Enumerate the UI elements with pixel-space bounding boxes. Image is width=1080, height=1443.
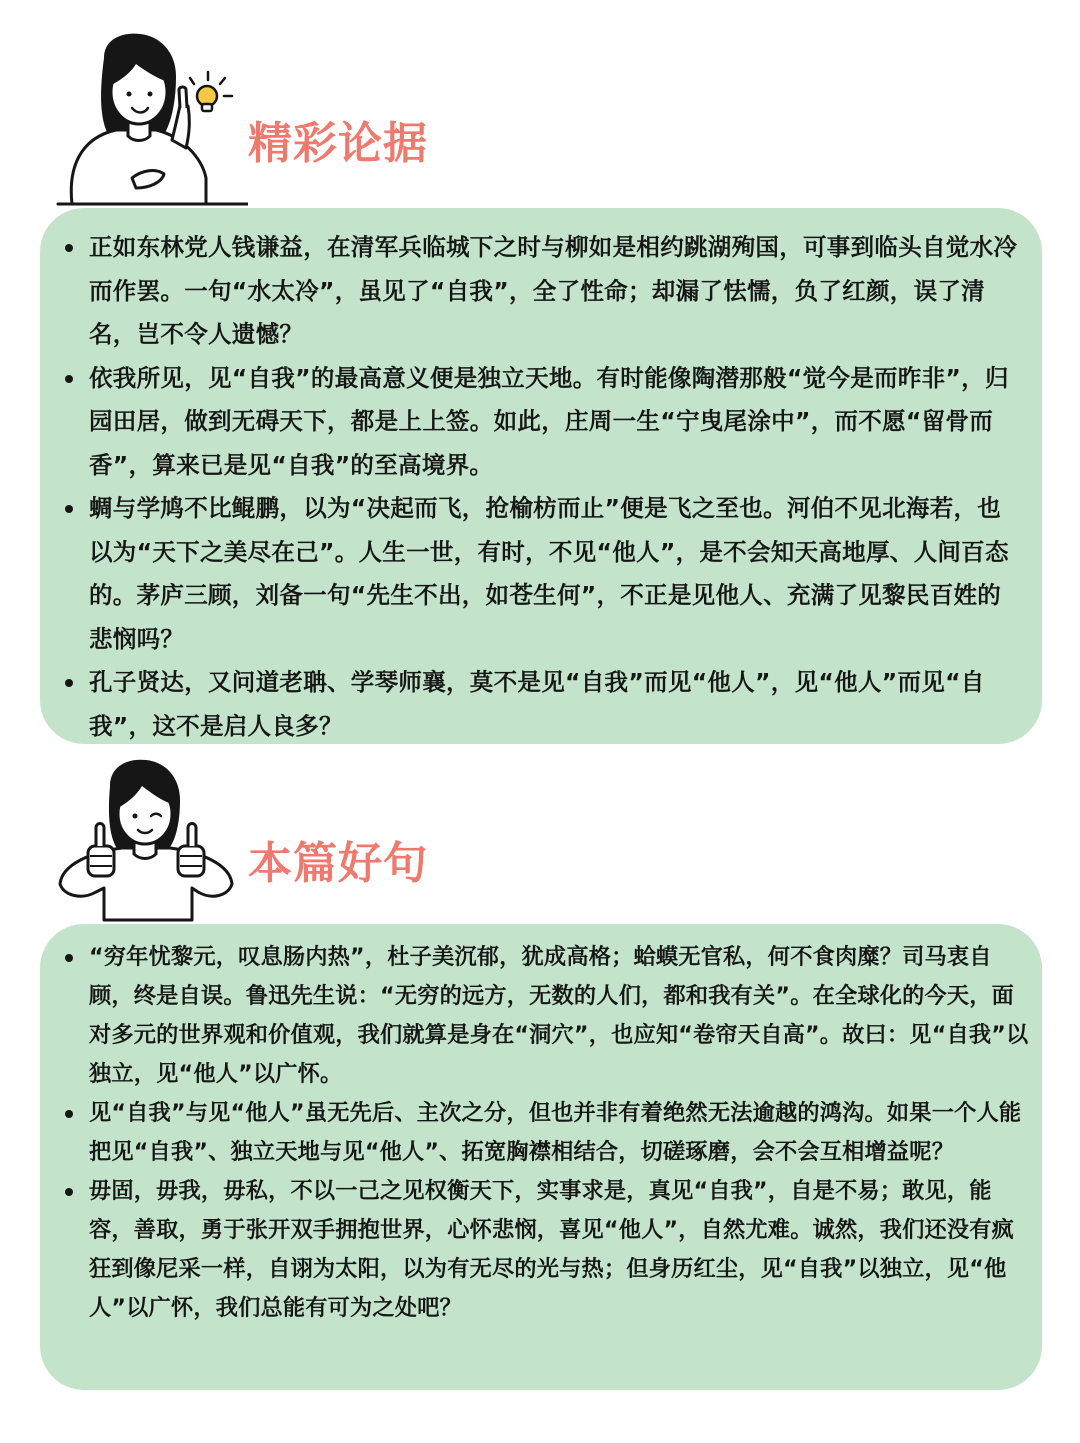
arguments-list xyxy=(40,226,1022,748)
girl-pointing-with-lightbulb-icon xyxy=(52,28,248,208)
list-item: 依我所见，见“自我”的最高意义便是独立天地。有时能像陶潜那般“觉今是而昨非”，归园田居，做到无碍天下，都是上上签。如此，庄周一生“宁曳尾涂中”，而不愿“留骨而香”，算来已是见“自我”的至高境界。 xyxy=(40,357,1022,488)
section-heading-arguments: 精彩论据 xyxy=(248,118,428,169)
good-sentences-card xyxy=(40,924,1042,1390)
section-heading-good-sentences: 本篇好句 xyxy=(248,838,428,889)
list-item: 毋固，毋我，毋私，不以一己之见权衡天下，实事求是，真见“自我”，自是不易；敢见，能容，善取，勇于张开双手拥抱世界，心怀悲悯，喜见“他人”，自然尤难。诚然，我们还没有疯狂到像尼采一样，自诩为太阳，以为有无尽的光与热；但身历红尘，见“自我”以独立，见“他人”以广怀，我们总能有可为之处吧？ xyxy=(40,1172,1034,1328)
list-item: 孔子贤达，又问道老聃、学琴师襄，莫不是见“自我”而见“他人”，见“他人”而见“自我”，这不是启人良多？ xyxy=(40,661,1022,748)
list-item: 正如东林党人钱谦益，在清军兵临城下之时与柳如是相约跳湖殉国，可事到临头自觉水冷而作罢。一句“水太冷”，虽见了“自我”，全了性命；却漏了怯懦，负了红颜，误了清名，岂不令人遗憾？ xyxy=(40,226,1022,357)
girl-winking-thumbs-up-icon xyxy=(52,756,240,922)
arguments-card xyxy=(40,208,1042,744)
list-item: 蜩与学鸠不比鲲鹏，以为“决起而飞，抢榆枋而止”便是飞之至也。河伯不见北海若，也以为“天下之美尽在己”。人生一世，有时，不见“他人”，是不会知天高地厚、人间百态的。茅庐三顾，刘备一句“先生不出，如苍生何”，不正是见他人、充满了见黎民百姓的悲悯吗？ xyxy=(40,487,1022,661)
list-item: 见“自我”与见“他人”虽无先后、主次之分，但也并非有着绝然无法逾越的鸿沟。如果一个人能把见“自我”、独立天地与见“他人”、拓宽胸襟相结合，切磋琢磨，会不会互相增益呢？ xyxy=(40,1094,1034,1172)
list-item: “穷年忧黎元，叹息肠内热”，杜子美沉郁，犹成高格；蛤蟆无官私，何不食肉糜？司马衷自顾，终是自误。鲁迅先生说：“无穷的远方，无数的人们，都和我有关”。在全球化的今天，面对多元的世界观和价值观，我们就算是身在“洞穴”，也应知“卷帘天自高”。故曰：见“自我”以独立，见“他人”以广怀。 xyxy=(40,938,1034,1094)
good-sentences-list xyxy=(40,938,1034,1328)
